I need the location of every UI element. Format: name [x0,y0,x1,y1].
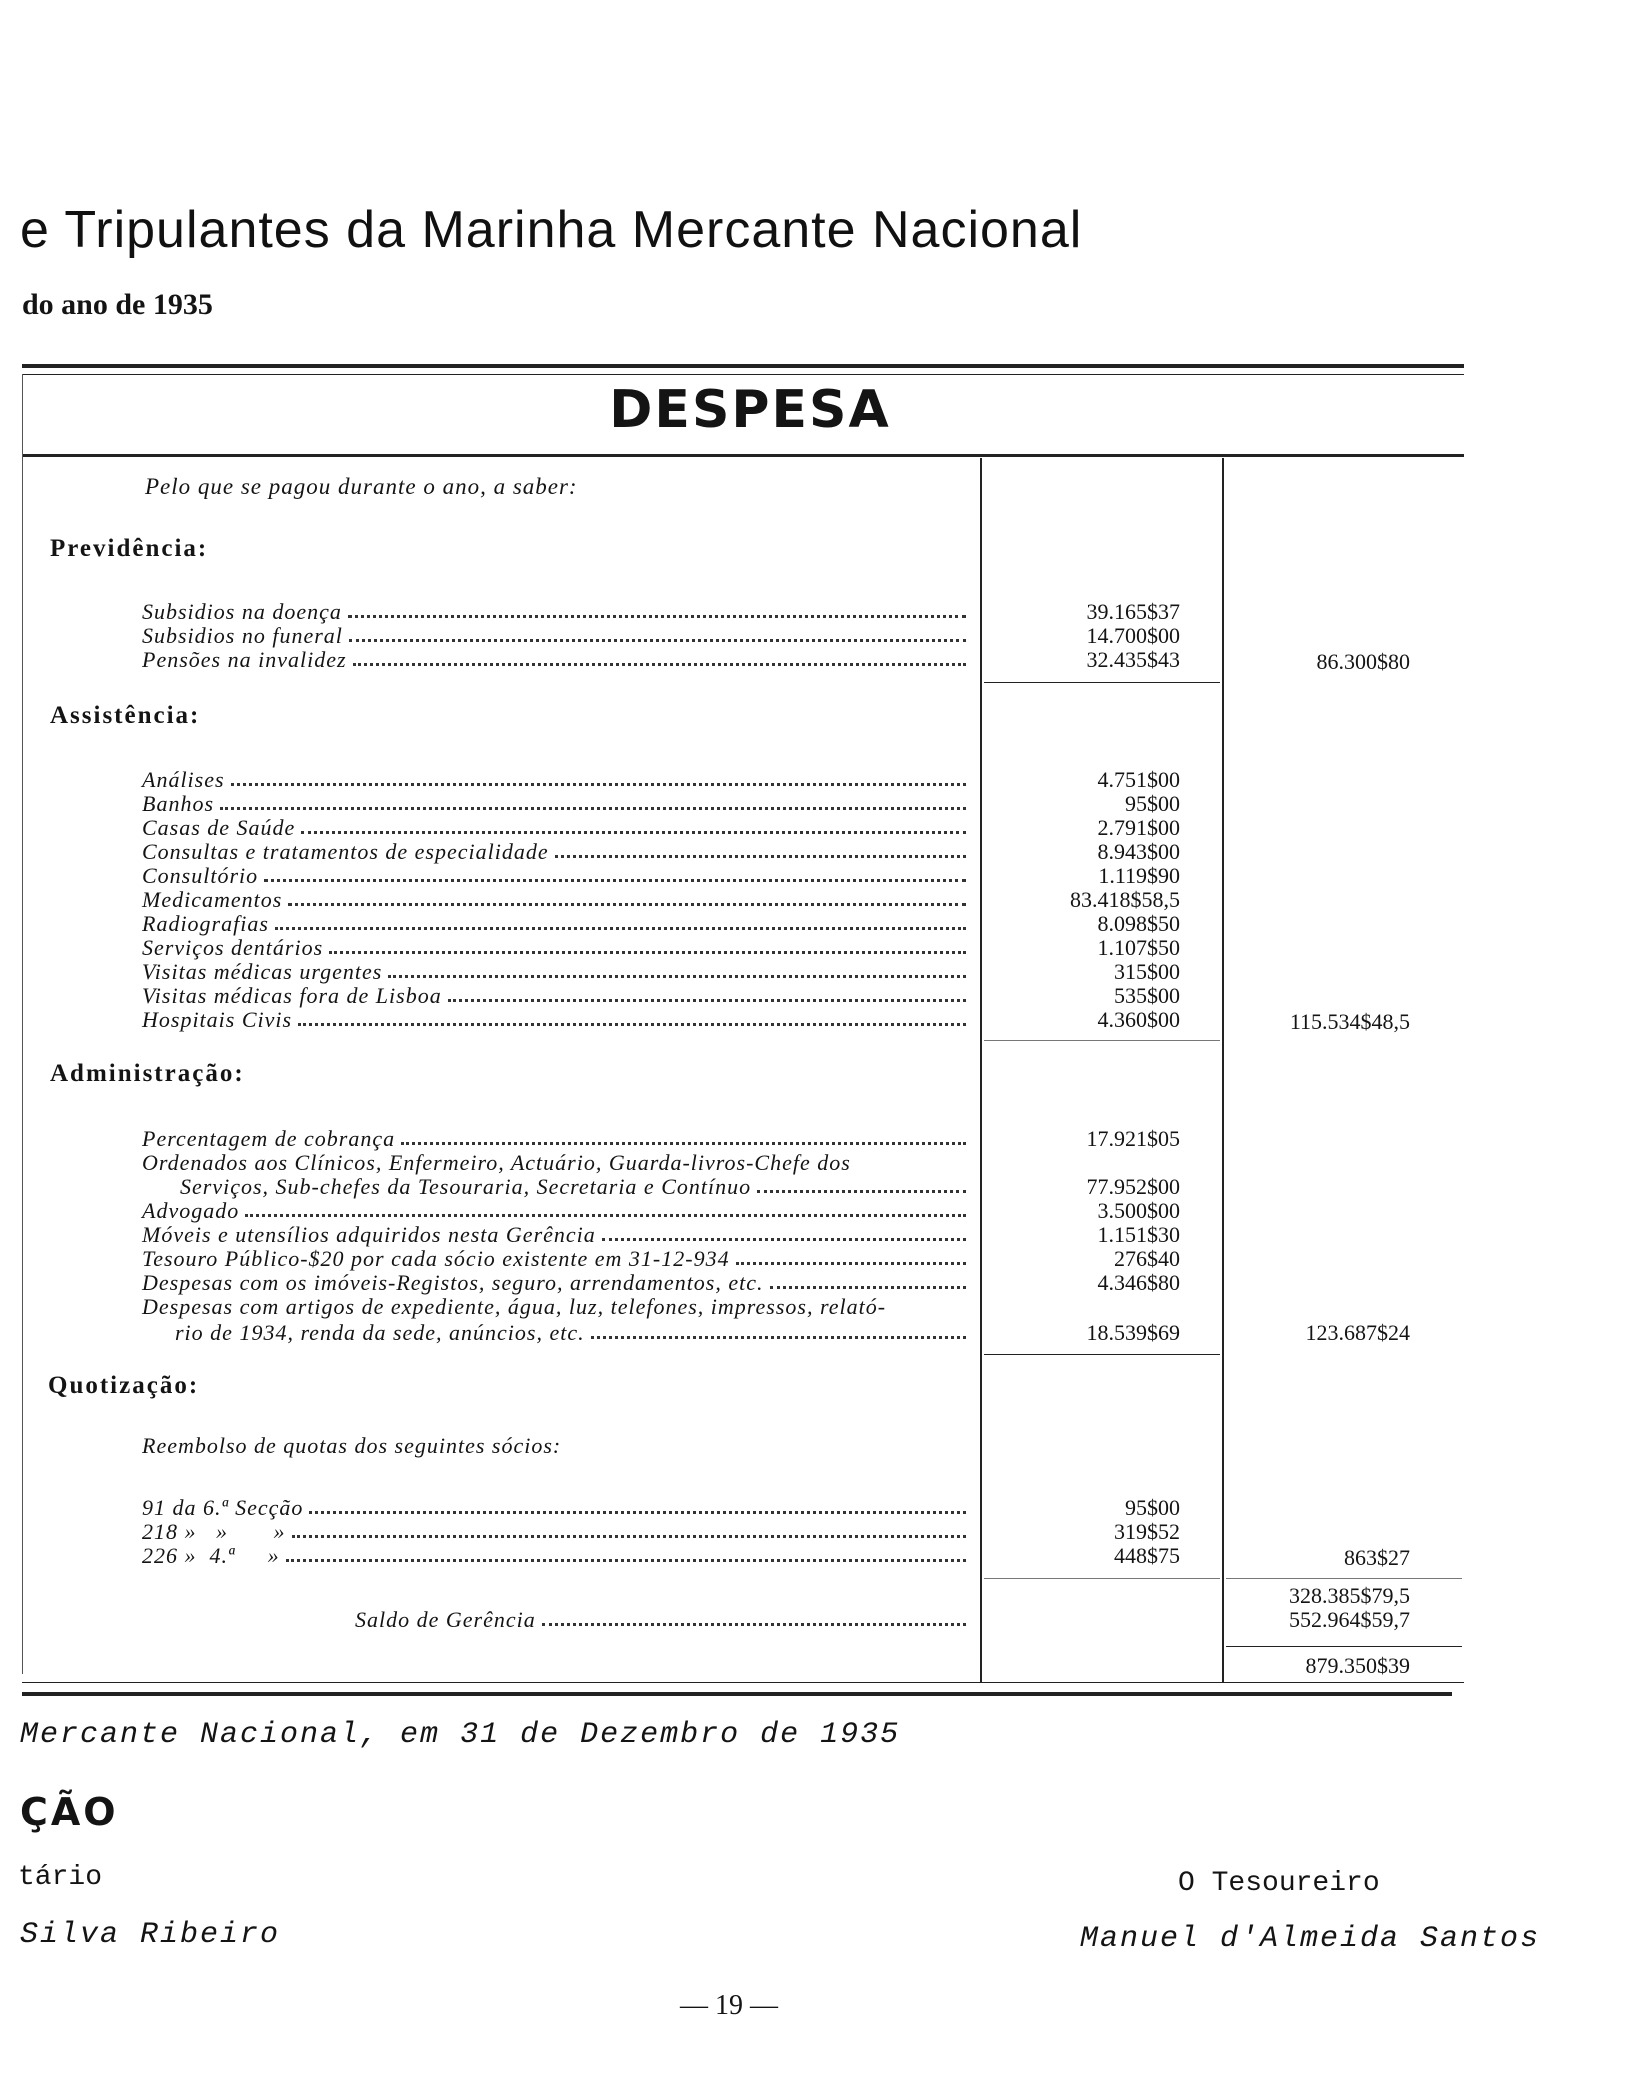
row-consultas: Consultas e tratamentos de especialidade [142,840,970,864]
table-intro: Pelo que se pagou durante o ano, a saber: [145,474,578,499]
section-administracao: Administração: [50,1060,245,1087]
amount-tesouro-publico: 276$40 [1114,1246,1180,1271]
row-quota-218: 218 » » » [142,1520,970,1544]
subtotal-despesa: 328.385$79,5 [1289,1583,1410,1608]
row-servicos-dentarios: Serviços dentários [142,936,970,960]
section-quotizacao: Quotização: [48,1372,200,1399]
total-assistencia: 115.534$48,5 [1289,1009,1410,1034]
total-quotizacao: 863$27 [1344,1545,1410,1570]
total-previdencia: 86.300$80 [1316,649,1410,674]
amount-visitas-urgentes: 315$00 [1114,959,1180,984]
row-quota-226: 226 » 4.ª » [142,1544,970,1568]
row-hospitais-civis: Hospitais Civis [142,1008,970,1032]
amount-banhos: 95$00 [1125,791,1180,816]
place-date: Mercante Nacional, em 31 de Dezembro de 1935 [20,1718,901,1752]
row-subsidios-doenca: Subsidios na doença [142,600,970,624]
year-line: do ano de 1935 [22,288,213,321]
row-ordenados-line2: Serviços, Sub-chefes da Tesouraria, Secretaria e Contínuo [180,1175,970,1199]
row-despesas-expediente-line2: rio de 1934, renda da sede, anúncios, etc. [175,1321,970,1345]
grand-total: 879.350$39 [1305,1653,1410,1678]
table-title: DESPESA [609,380,891,440]
amount-consultas: 8.943$00 [1097,839,1180,864]
amount-analises: 4.751$00 [1097,767,1180,792]
row-tesouro-publico: Tesouro Público-$20 por cada sócio existente em 31-12-934 [142,1247,970,1271]
row-advogado: Advogado [142,1199,970,1223]
row-moveis-utensilios: Móveis e utensílios adquiridos nesta Gerência [142,1223,970,1247]
quotizacao-intro: Reembolso de quotas dos seguintes sócios: [142,1433,562,1458]
amount-moveis-utensilios: 1.151$30 [1097,1222,1180,1247]
left-signatory-role: tário [18,1862,103,1893]
document-heading: e Tripulantes da Marinha Mercante Nacional [20,201,1083,259]
amount-subsidios-funeral: 14.700$00 [1086,623,1180,648]
amount-ordenados: 77.952$00 [1086,1174,1180,1199]
amount-subsidios-doenca: 39.165$37 [1086,599,1180,624]
row-casas-saude: Casas de Saúde [142,816,970,840]
row-consultorio: Consultório [142,864,970,888]
row-radiografias: Radiografias [142,912,970,936]
row-percentagem-cobranca: Percentagem de cobrança [142,1127,970,1151]
section-previdencia: Previdência: [50,535,209,562]
saldo-gerencia-value: 552.964$59,7 [1289,1607,1410,1632]
left-signatory-name: Silva Ribeiro [20,1918,281,1952]
row-ordenados-line1: Ordenados aos Clínicos, Enfermeiro, Actuário, Guarda-livros-Chefe dos [142,1150,851,1175]
amount-quota-91: 95$00 [1125,1495,1180,1520]
row-visitas-urgentes: Visitas médicas urgentes [142,960,970,984]
total-administracao: 123.687$24 [1305,1320,1410,1345]
org-fragment: ÇÃO [20,1790,119,1834]
amount-pensoes-invalidez: 32.435$43 [1086,647,1180,672]
amount-despesas-expediente: 18.539$69 [1086,1320,1180,1345]
amount-hospitais-civis: 4.360$00 [1097,1007,1180,1032]
row-medicamentos: Medicamentos [142,888,970,912]
row-pensoes-invalidez: Pensões na invalidez [142,648,970,672]
row-visitas-fora-lisboa: Visitas médicas fora de Lisboa [142,984,970,1008]
amount-visitas-fora-lisboa: 535$00 [1114,983,1180,1008]
section-assistencia: Assistência: [50,702,201,729]
row-quota-91: 91 da 6.ª Secção [142,1496,970,1520]
amount-despesas-imoveis: 4.346$80 [1097,1270,1180,1295]
row-analises: Análises [142,768,970,792]
right-signatory-role: O Tesoureiro [1178,1868,1380,1899]
amount-casas-saude: 2.791$00 [1097,815,1180,840]
page-number: — 19 — [680,1990,778,2021]
amount-advogado: 3.500$00 [1097,1198,1180,1223]
amount-quota-218: 319$52 [1114,1519,1180,1544]
amount-percentagem-cobranca: 17.921$05 [1086,1126,1180,1151]
row-banhos: Banhos [142,792,970,816]
right-signatory-name: Manuel d'Almeida Santos [1080,1922,1541,1956]
amount-servicos-dentarios: 1.107$50 [1097,935,1180,960]
amount-consultorio: 1.119$90 [1098,863,1180,888]
row-despesas-imoveis: Despesas com os imóveis-Registos, seguro, arrendamentos, etc. [142,1271,970,1295]
row-subsidios-funeral: Subsidios no funeral [142,624,970,648]
row-despesas-expediente-line1: Despesas com artigos de expediente, água, luz, telefones, impressos, relató- [142,1294,887,1319]
amount-medicamentos: 83.418$58,5 [1070,887,1180,912]
row-saldo-gerencia: Saldo de Gerência [355,1608,970,1632]
amount-quota-226: 448$75 [1114,1543,1180,1568]
amount-radiografias: 8.098$50 [1097,911,1180,936]
